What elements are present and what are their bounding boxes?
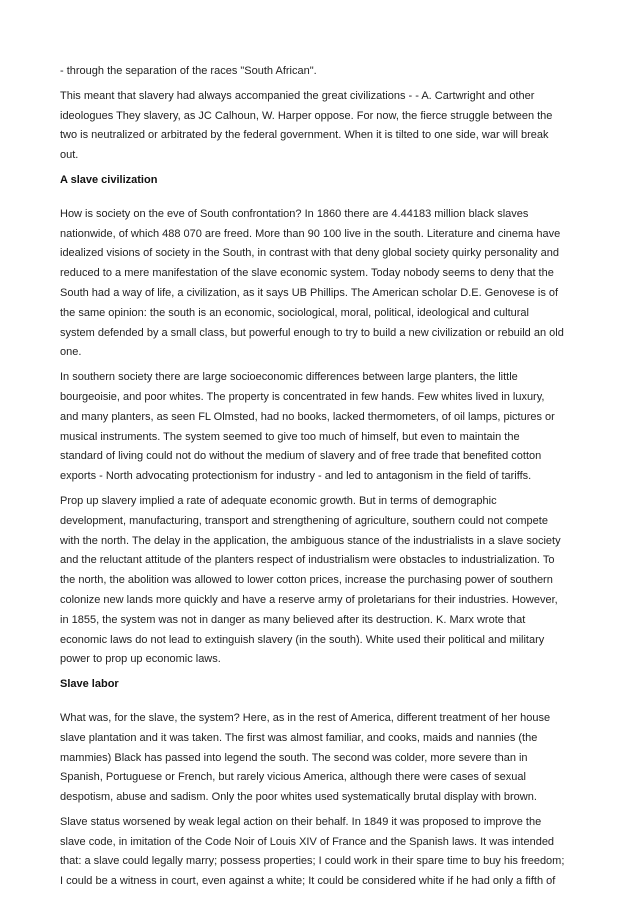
paragraph-great-civilizations: This meant that slavery had always accompanied the great civilizations - - A. Cartwright and other ideologues They slavery, as JC Calhoun, W. Harper oppose. For now, the fierce struggle between the two is neutralized or arbitrated by the federal government. When it is tilted to one side, war will break out. — [60, 89, 553, 162]
paragraph-race-separation: - through the separation of the races "South African". — [60, 65, 317, 77]
paragraph-slave-status: Slave status worsened by weak legal action on their behalf. In 1849 it was proposed to improve the slave code, in imitation of the Code Noir of Louis XIV of France and the Spanish laws. It was intended that: a slave could legally marry; possess properties; I could work in their spare time to buy his freedom; I could be a witness in court, even against a white; It could be considered white if he had only a fifth of — [60, 815, 565, 888]
paragraph-economic-growth: Prop up slavery implied a rate of adequate economic growth. But in terms of demographic development, manufacturing, transport and strengthening of agriculture, southern could not compete with the north. The delay in the application, the ambiguous stance of the industrialists in a slave society and the reluctant attitude of the planters respect of industrialism were obstacles to industrialization. To the north, the abolition was allowed to lower cotton prices, increase the purchasing power of southern colonize new lands more quickly and have a reserve army of proletarians for their industries. However, in 1855, the system was not in danger as many believed after its destruction. K. Marx wrote that economic laws do not lead to extinguish slavery (in the south). White used their political and military power to prop up economic laws. — [60, 494, 561, 666]
paragraph-society-eve-confrontation: How is society on the eve of South confrontation? In 1860 there are 4.44183 million black slaves nationwide, of which 488 070 are freed. More than 90 100 live in the south. Literature and cinema have idealized visions of society in the South, in contrast with that deny global society quirky personality and reduced to a mere manifestation of the slave economic system. Today nobody seems to deny that the South had a way of life, a civilization, as it says UB Phillips. The American scholar D.E. Genovese is of the same opinion: the south is an economic, sociological, moral, political, ideological and cultural system defended by a small class, but powerful enough to try to build a new civilization or rebuild an old one. — [60, 207, 564, 359]
document-page — [60, 62, 580, 897]
paragraph-socioeconomic-differences: In southern society there are large socioeconomic differences between large planters, the little bourgeoisie, and poor whites. The property is concentrated in few hands. Few whites lived in luxury, and many planters, as seen FL Olmsted, had no books, lacked thermometers, of oil lamps, pictures or musical instruments. The system seemed to give too much of himself, but even to maintain the standard of living could not do without the medium of slavery and of free trade that benefited cotton exports - North advocating protectionism for industry - and led to antagonism in the field of tariffs. — [60, 371, 555, 483]
heading-slave-civilization: A slave civilization — [60, 173, 158, 186]
paragraph-slave-system: What was, for the slave, the system? Here, as in the rest of America, different treatment of her house slave plantation and it was taken. The first was almost familiar, and cooks, maids and nannies (the mammies) Black has passed into legend the south. The second was colder, more severe than in Spanish, Portuguese or French, but rarely vicious America, although there were cases of sexual despotism, abuse and sadism. Only the poor whites used systematically brutal display with brown. — [60, 711, 551, 804]
heading-slave-labor: Slave labor — [60, 678, 119, 691]
